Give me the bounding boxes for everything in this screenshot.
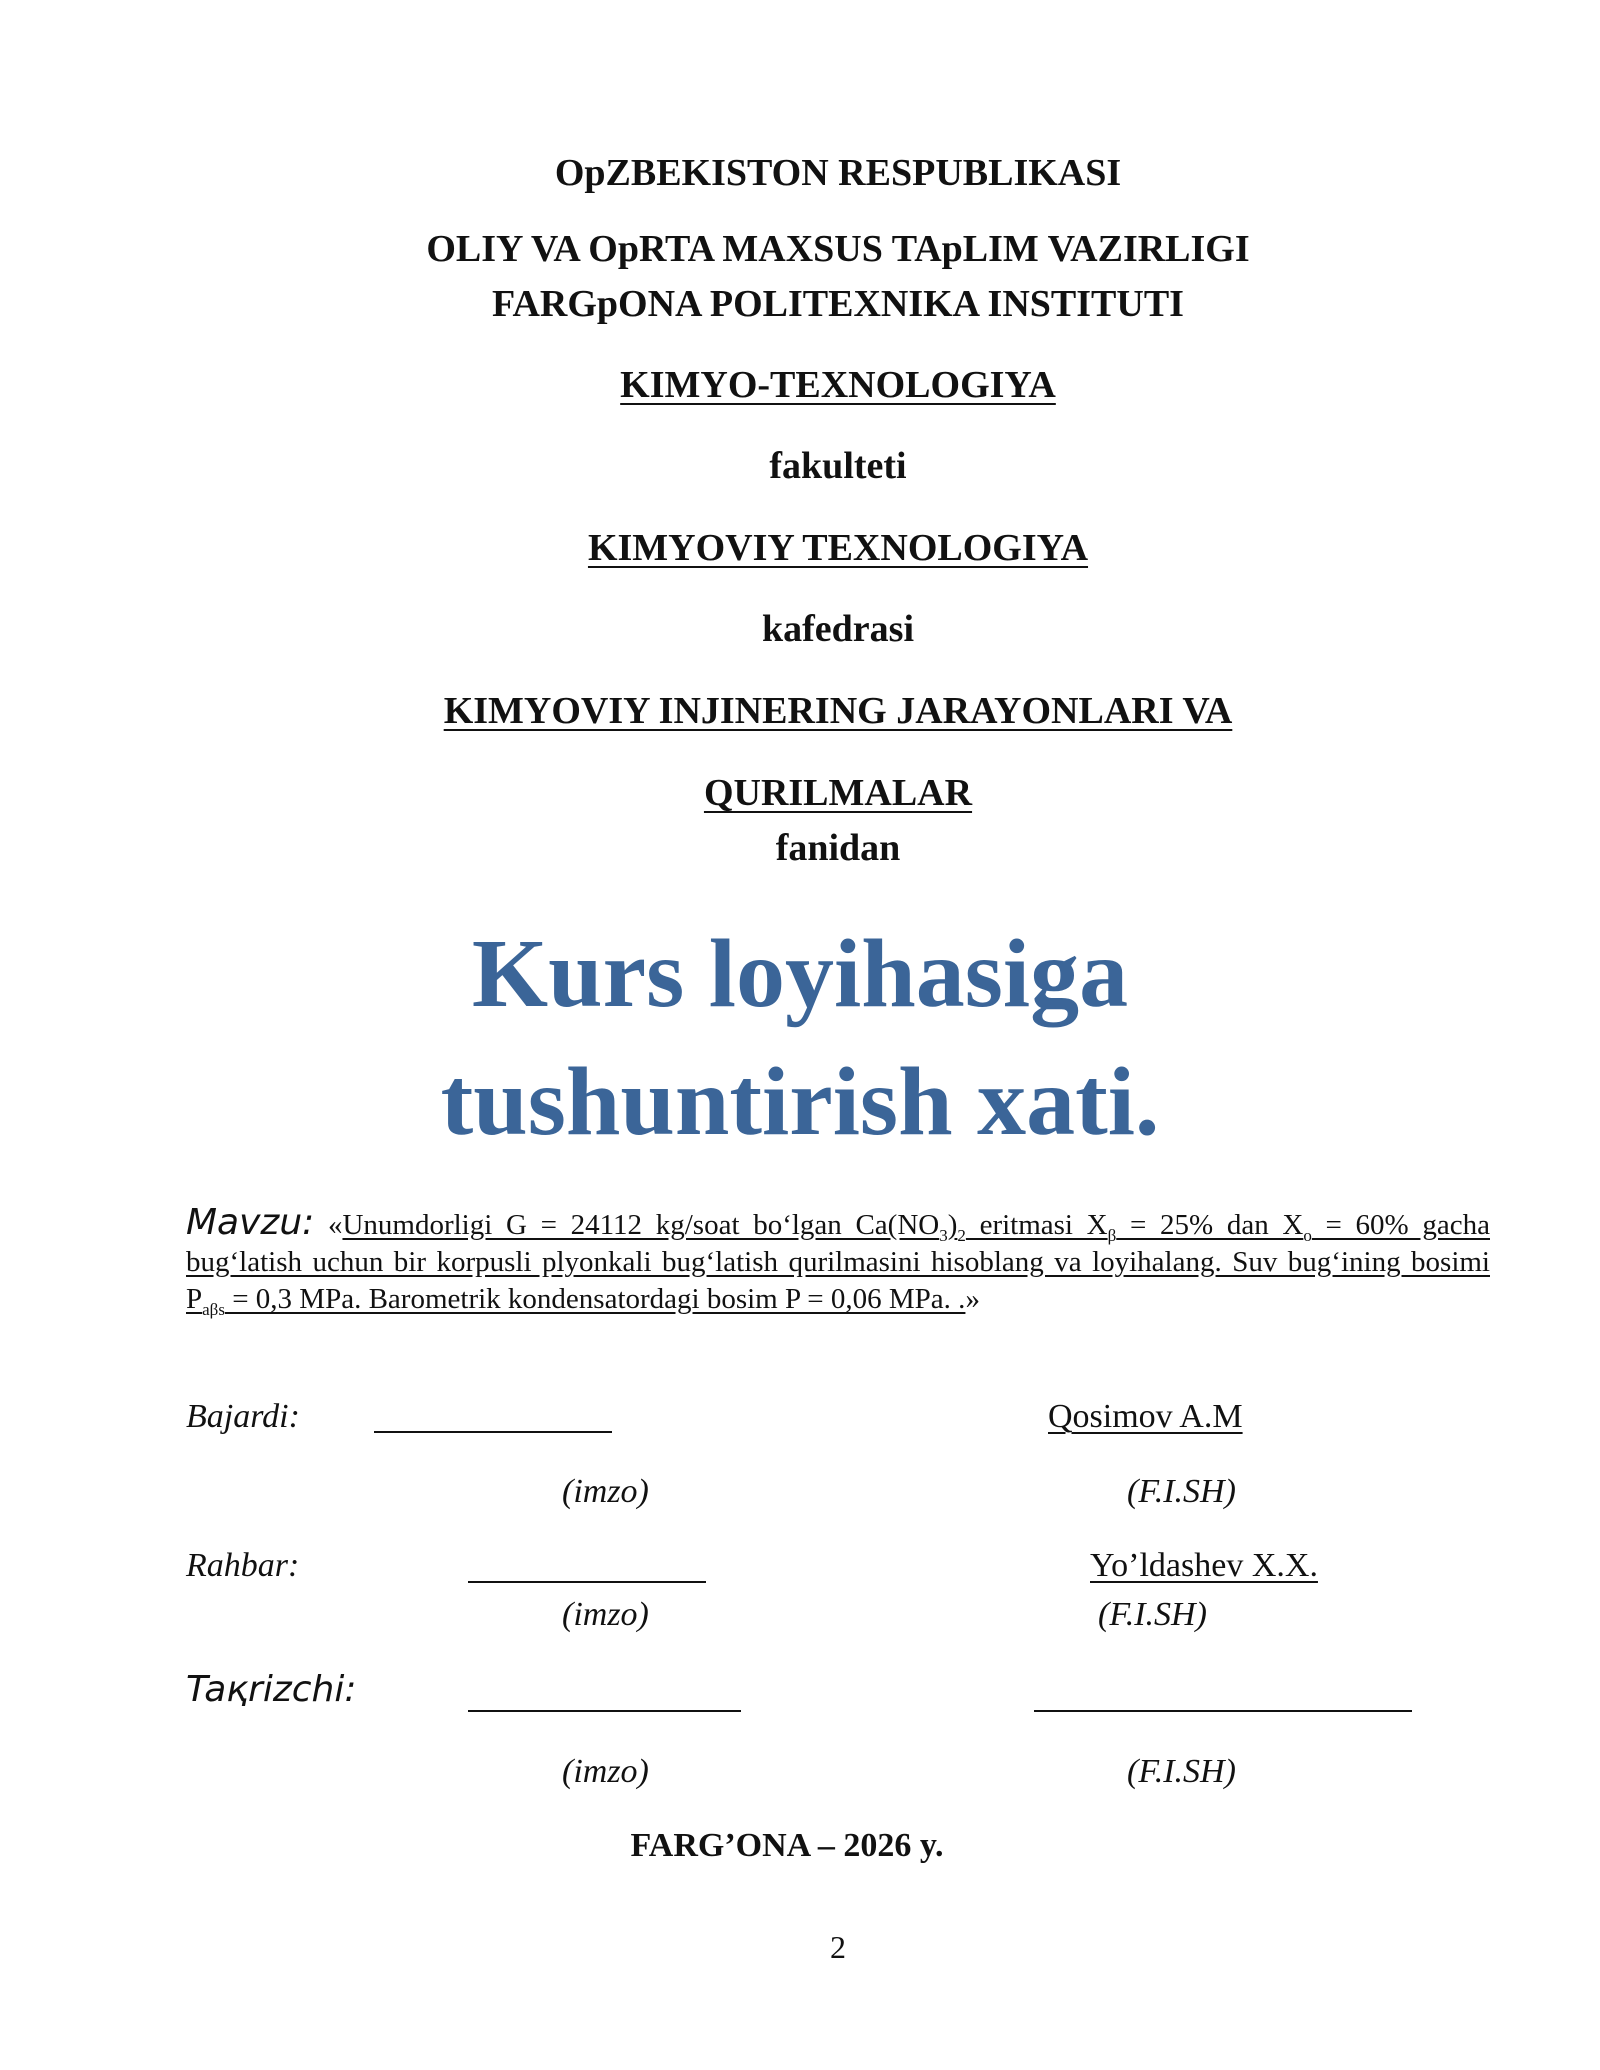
- topic-text: Unumdorligi G = 24112 kg/soat bo‘lgan $Ca(NO_3)_2$ eritmasi $X_\beta = 25\%$ dan $X_o = 60\%$ gacha bug‘latish uchun bir korpusli plyonkali bug‘latish qurilmasini hisoblang va loyihalang. Suv bug‘ining bosimi $P_{a\beta s} = 0,3$ MPa. Barometrik kondensatordagi bosim P = 0,06 MPa. .: [186, 1209, 1490, 1319]
- performer-sign-caption: (imzo): [562, 1473, 649, 1510]
- page-number: 2: [830, 1929, 846, 1965]
- subject-word: fanidan: [775, 827, 901, 869]
- supervisor-label: Rahbar:: [186, 1547, 300, 1584]
- document-title-line2: tushuntirish xati.: [440, 1048, 1160, 1156]
- reviewer-signature-line: [468, 1710, 741, 1712]
- faculty-word: fakulteti: [769, 445, 907, 487]
- subject-name-line1: KIMYOVIY INJINERING JARAYONLARI VA: [443, 690, 1233, 732]
- supervisor-name-caption: (F.I.SH): [1098, 1596, 1207, 1633]
- performer-name-caption: (F.I.SH): [1127, 1473, 1236, 1510]
- faculty-name: KIMYO-TEXNOLOGIYA: [620, 364, 1056, 406]
- performer-name: Qosimov A.M: [1048, 1398, 1243, 1435]
- reviewer-name-line: [1034, 1710, 1412, 1712]
- document-title-line1: Kurs loyihasiga: [471, 920, 1129, 1028]
- reviewer-sign-caption: (imzo): [562, 1753, 649, 1790]
- city-year: FARG’ONA – 2026 y.: [630, 1827, 944, 1864]
- supervisor-signature-line: [468, 1581, 706, 1583]
- department-name: KIMYOVIY TEXNOLOGIYA: [587, 527, 1089, 569]
- reviewer-name-caption: (F.I.SH): [1127, 1753, 1236, 1790]
- reviewer-label: Taқrizchi:: [186, 1669, 357, 1710]
- supervisor-name: Yo’ldashev X.X.: [1090, 1547, 1318, 1584]
- performer-signature-line: [374, 1431, 612, 1433]
- ministry-heading: OLIY VA OpRTA MAXSUS TApLIM VAZIRLIGI: [426, 228, 1250, 270]
- topic-label: Mavzu:: [186, 1202, 315, 1243]
- country-heading: OpZBEKISTON RESPUBLIKASI: [554, 152, 1122, 194]
- topic-paragraph: Mavzu: «Unumdorligi G = 24112 kg/soat bo‘lgan $Ca(NO_3)_2$ eritmasi $X_\beta = 25\%$ dan $X_o = 60\%$ gacha bug‘latish uchun bir korpusli plyonkali bug‘latish qurilmasini hisoblang va loyihalang. Suv bug‘ining bosimi $P_{a\beta s} = 0,3$ MPa. Barometrik kondensatordagi bosim P = 0,06 MPa. .»: [186, 1202, 1490, 1319]
- department-word: kafedrasi: [762, 608, 914, 650]
- subject-name-line2: QURILMALAR: [703, 772, 973, 814]
- institute-heading: FARGpONA POLITEXNIKA INSTITUTI: [492, 283, 1184, 325]
- performer-label: Bajardi:: [186, 1398, 300, 1435]
- supervisor-sign-caption: (imzo): [562, 1596, 649, 1633]
